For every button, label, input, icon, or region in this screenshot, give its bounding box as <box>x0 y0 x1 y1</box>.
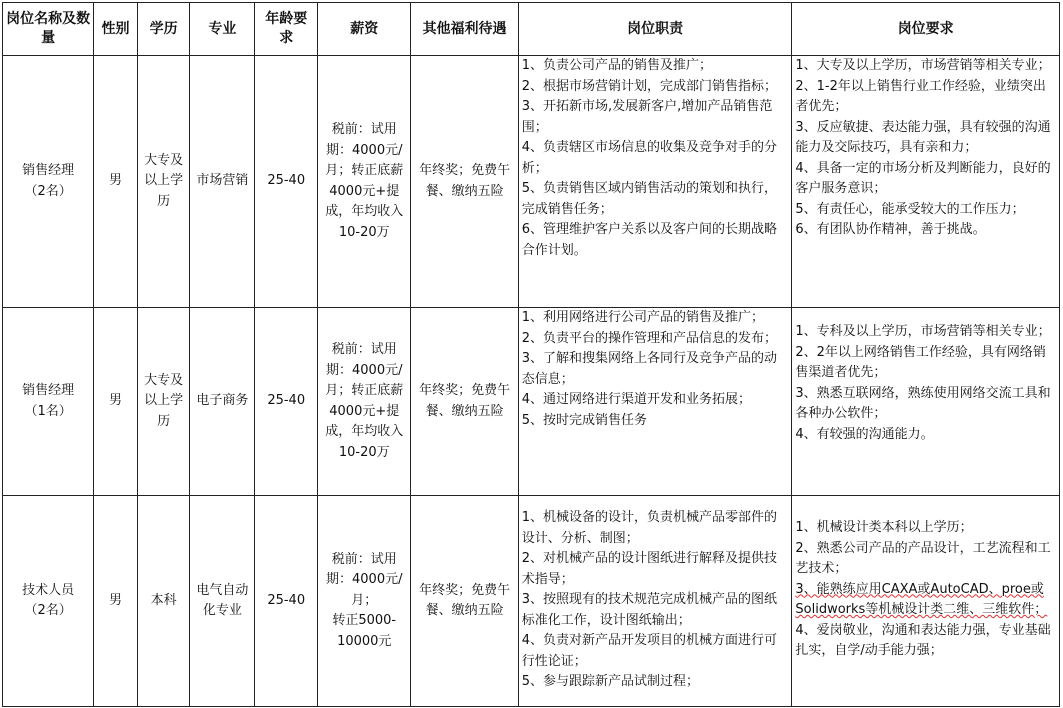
duty-item: 2、根据市场营销计划，完成部门销售指标； <box>521 78 778 94</box>
duty-item: 3、开拓新市场,发展新客户,增加产品销售范围； <box>521 99 773 135</box>
duty-item: 3、按照现有的技术规范完成机械产品的图纸标准化工作，设计图纸输出； <box>521 592 778 628</box>
requirement-item: 2、2年以上网络销售工作经验，具有网络销售渠道者优先； <box>795 344 1046 380</box>
major-cell: 电气自动化专业 <box>190 496 255 707</box>
requirement-item: 4、爱岗敬业，沟通和表达能力强，专业基础扎实，自学/动手能力强； <box>795 622 1051 658</box>
education-cell: 本科 <box>137 496 190 707</box>
requirement-item: 6、有团队协作精神，善于挑战。 <box>795 222 986 237</box>
duty-item: 1、利用网络进行公司产品的销售及推广； <box>521 310 765 325</box>
position-text: 技术人员 （2名） <box>22 582 75 618</box>
table-row <box>3 496 1060 707</box>
duties-cell <box>518 56 792 308</box>
header-gender: 性别 <box>94 3 138 56</box>
position-cell <box>3 496 94 707</box>
header-duties: 岗位职责 <box>518 3 792 56</box>
duty-item: 1、负责公司产品的销售及推广； <box>521 58 713 73</box>
requirement-item: 4、具备一定的市场分析及判断能力，良好的客户服务意识； <box>795 160 1051 196</box>
header-position: 岗位名称及数量 <box>3 3 94 56</box>
gender-cell: 男 <box>94 56 138 308</box>
position-cell <box>3 56 94 308</box>
benefits-cell: 年终奖；免费午餐、缴纳五险 <box>411 56 518 308</box>
header-benefits: 其他福利待遇 <box>411 3 518 56</box>
header-row <box>3 3 1060 56</box>
education-cell: 大专及以上学历 <box>137 56 190 308</box>
requirements-cell <box>792 496 1060 707</box>
header-education: 学历 <box>137 3 190 56</box>
position-cell <box>3 308 94 496</box>
requirement-item: 3、反应敏捷、表达能力强，具有较强的沟通能力及交际技巧，具有亲和力； <box>795 119 1051 155</box>
major-cell: 市场营销 <box>190 56 255 308</box>
duty-item: 5、参与跟踪新产品试制过程； <box>521 674 700 689</box>
duty-item: 5、按时完成销售任务 <box>521 412 648 428</box>
requirement-item: 1、机械设计类本科以上学历； <box>795 520 973 535</box>
requirement-item: 4、有较强的沟通能力。 <box>795 426 934 442</box>
requirement-item: 1、专科及以上学历，市场营销等相关专业； <box>795 324 1051 339</box>
requirement-item: 1、大专及以上学历，市场营销等相关专业； <box>795 58 1051 73</box>
age-cell: 25-40 <box>255 56 318 308</box>
position-text: 销售经理 （2名） <box>22 163 75 199</box>
job-table <box>2 2 1060 707</box>
duty-item: 2、对机械产品的设计图纸进行解释及提供技术指导； <box>521 551 778 587</box>
benefits-cell: 年终奖；免费午餐、缴纳五险 <box>411 496 518 707</box>
header-salary: 薪资 <box>318 3 411 56</box>
requirement-item: 2、熟悉公司产品的产品设计，工艺流程和工艺技术； <box>795 540 1051 576</box>
duty-item: 5、负责销售区域内销售活动的策划和执行，完成销售任务； <box>521 181 778 217</box>
major-cell: 电子商务 <box>190 308 255 496</box>
salary-cell <box>318 496 411 707</box>
education-cell: 大专及以上学历 <box>137 308 190 496</box>
gender-cell: 男 <box>94 496 138 707</box>
header-major: 专业 <box>190 3 255 56</box>
position-text: 销售经理 （1名） <box>22 383 75 419</box>
requirement-item: 5、有责任心，能承受较大的工作压力； <box>795 201 1025 217</box>
gender-cell: 男 <box>94 308 138 496</box>
duty-item: 1、机械设备的设计，负责机械产品零部件的设计、分析、制图； <box>521 510 778 546</box>
requirement-item: 3、熟悉互联网络，熟练使用网络交流工具和各种办公软件； <box>795 385 1051 421</box>
salary-cell: 税前：试用期：4000元/月；转正底薪4000元+提成，年均收入10-20万 <box>318 308 411 496</box>
duty-item: 2、负责平台的操作管理和产品信息的发布； <box>521 330 778 346</box>
duty-item: 3、了解和搜集网络上各同行及竞争产品的动态信息； <box>521 351 778 387</box>
benefits-cell: 年终奖；免费午餐、缴纳五险 <box>411 308 518 496</box>
age-cell: 25-40 <box>255 308 318 496</box>
duties-cell <box>518 308 792 496</box>
requirement-item: 3、能熟练应用CAXA或AutoCAD、proe或Solidworks等机械设计类二维、三维软件； <box>795 581 1048 617</box>
table-row <box>3 56 1060 308</box>
duty-item: 4、负责辖区市场信息的收集及竞争对手的分析； <box>521 140 778 176</box>
duty-item: 4、负责对新产品开发项目的机械方面进行可行性论证； <box>521 633 778 669</box>
salary-text: 税前：试用期：4000元/月； 转正5000-10000元 <box>326 551 403 649</box>
salary-cell: 税前：试用期：4000元/月；转正底薪4000元+提成，年均收入10-20万 <box>318 56 411 308</box>
requirements-cell <box>792 308 1060 496</box>
duties-cell <box>518 496 792 707</box>
requirements-cell <box>792 56 1060 308</box>
header-age: 年龄要求 <box>255 3 318 56</box>
requirement-item: 2、1-2年以上销售行业工作经验，业绩突出者优先； <box>795 78 1046 114</box>
table-row <box>3 308 1060 496</box>
duty-item: 6、管理维护客户关系以及客户间的长期战略合作计划。 <box>521 222 778 258</box>
duty-item: 4、通过网络进行渠道开发和业务拓展； <box>521 392 752 407</box>
age-cell: 25-40 <box>255 496 318 707</box>
header-requirements: 岗位要求 <box>792 3 1060 56</box>
